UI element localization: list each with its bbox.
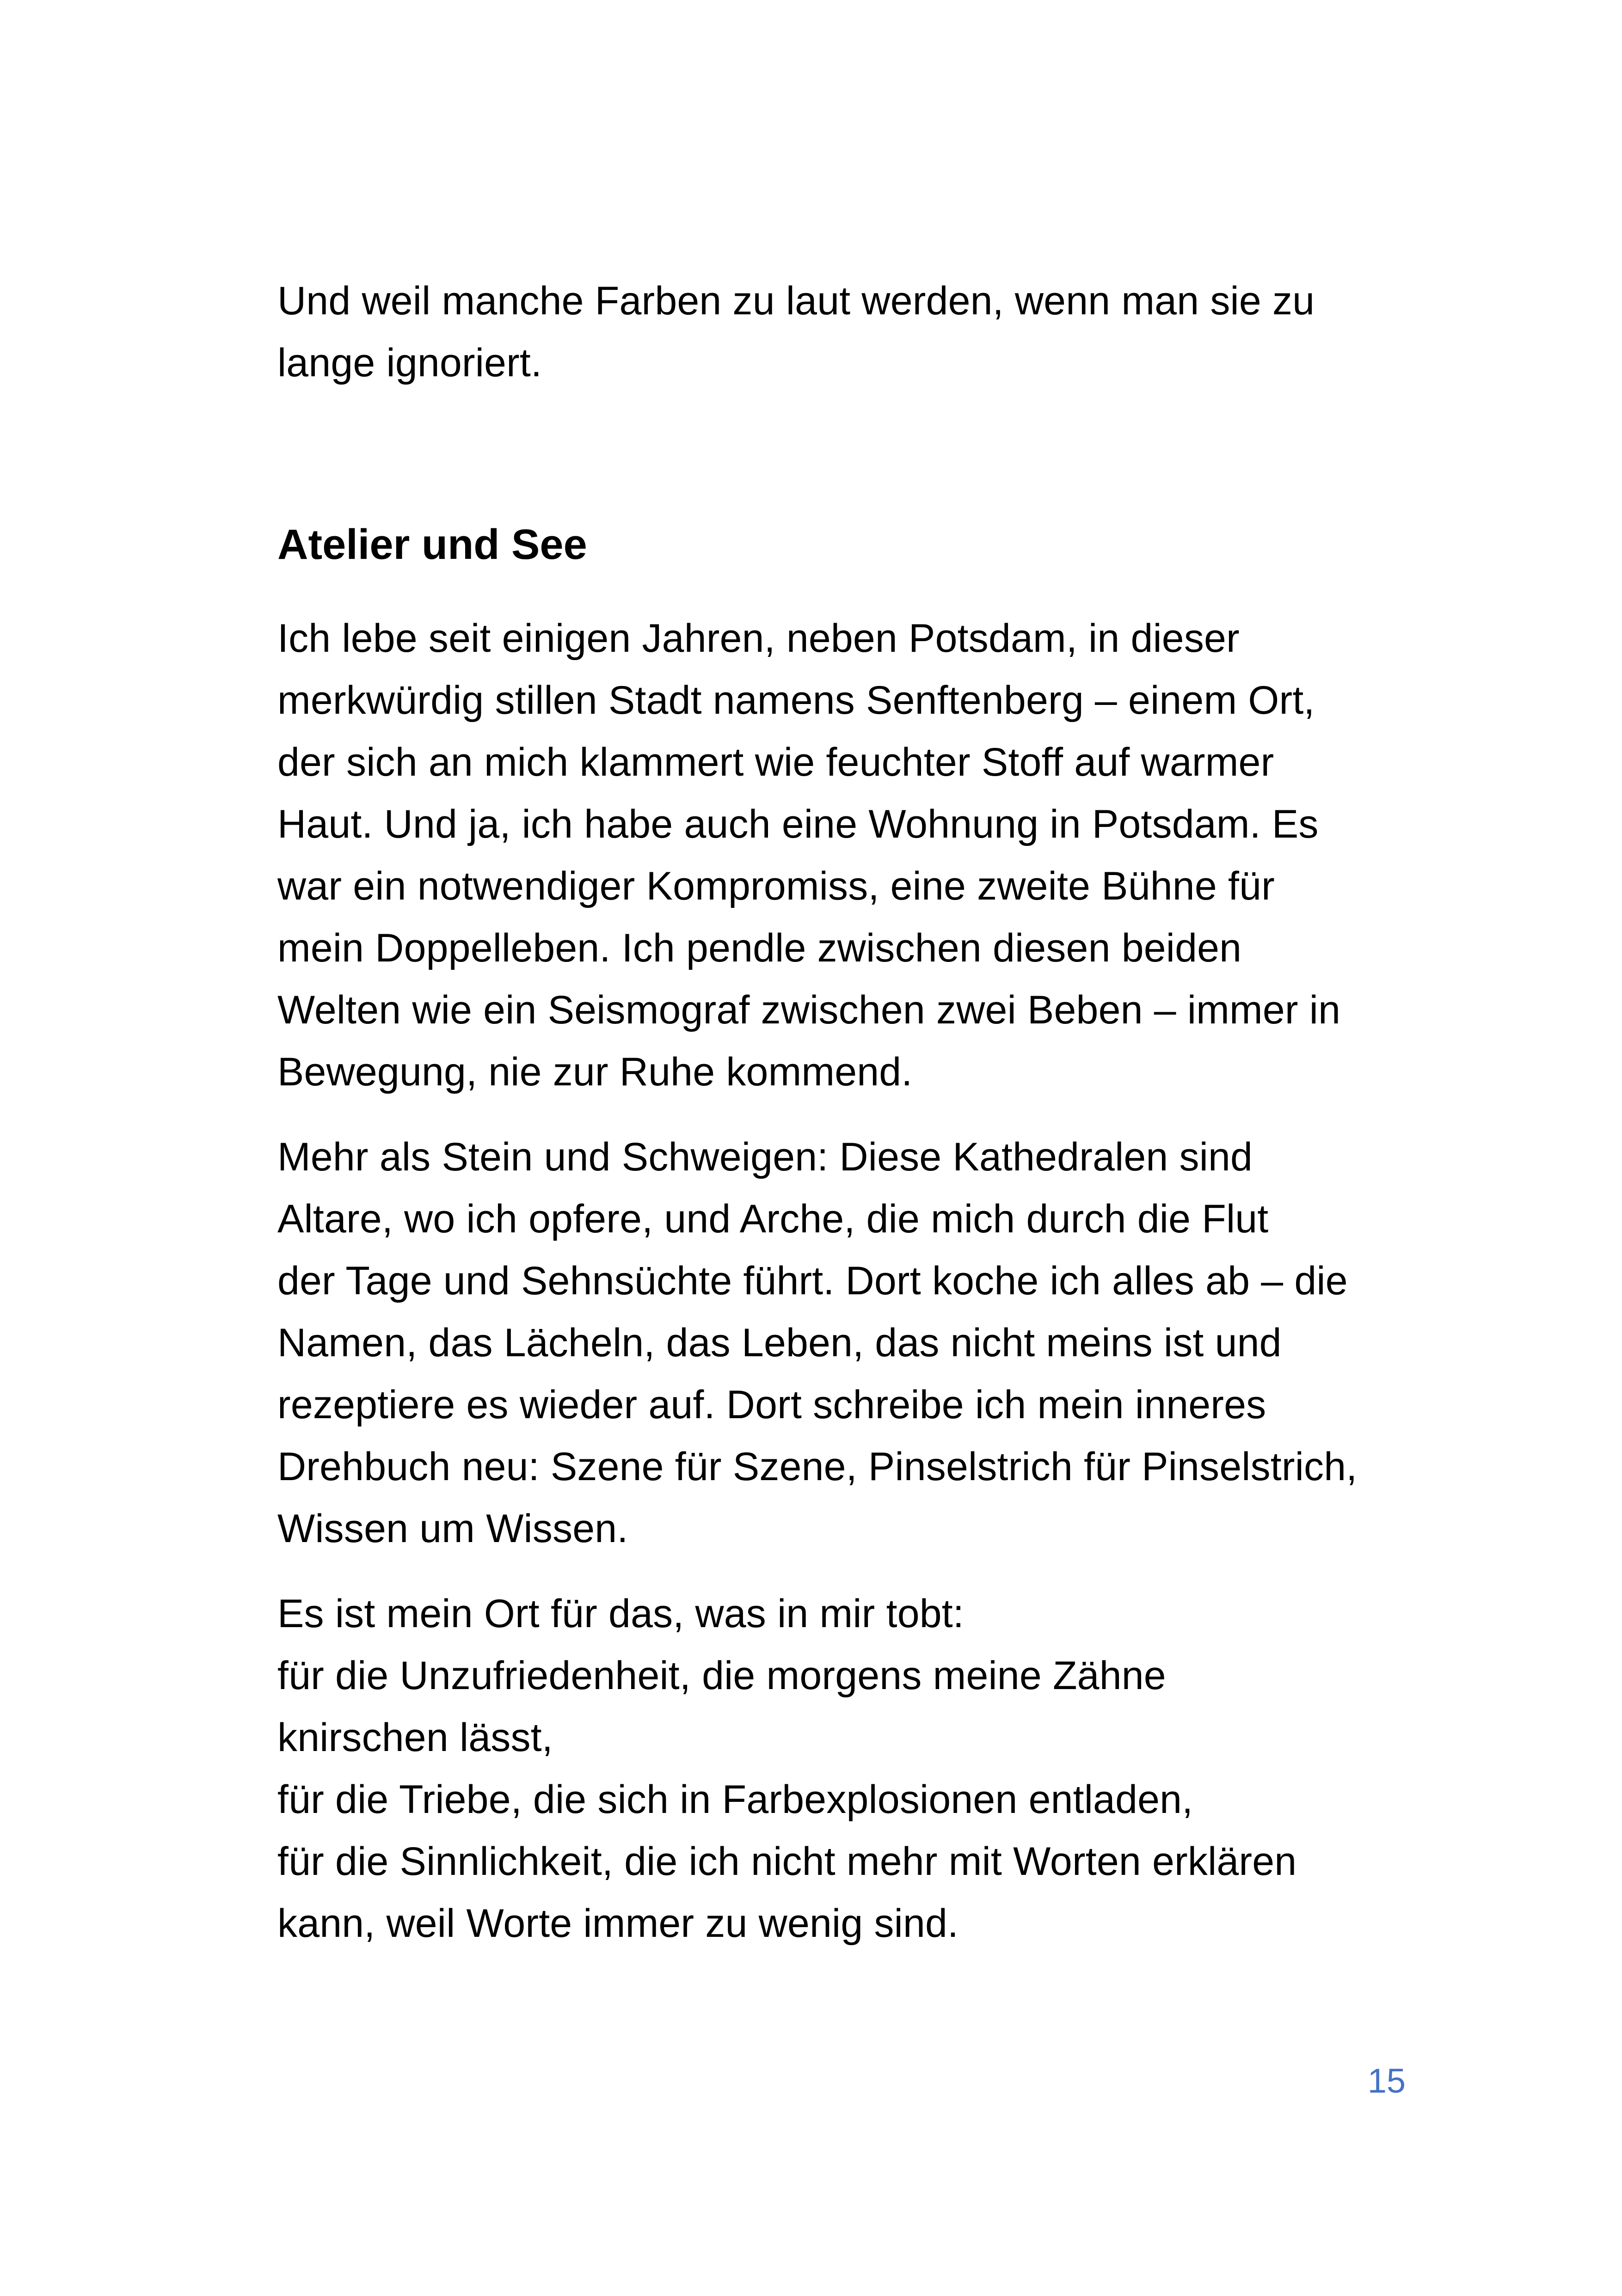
page-number: 15 bbox=[1367, 2062, 1406, 2100]
intro-paragraph bbox=[277, 270, 1315, 394]
paragraph-kathedralen bbox=[277, 1126, 1357, 1560]
text-line: Bewegung, nie zur Ruhe kommend. bbox=[277, 1050, 913, 1094]
paragraph-ort bbox=[277, 1583, 1296, 1954]
text-line: Wissen um Wissen. bbox=[277, 1506, 628, 1551]
text-line: kann, weil Worte immer zu wenig sind. bbox=[277, 1901, 959, 1946]
text-line: Mehr als Stein und Schweigen: Diese Kathedralen sind bbox=[277, 1135, 1253, 1179]
text-line: für die Triebe, die sich in Farbexplosionen entladen, bbox=[277, 1777, 1193, 1822]
text-line: Drehbuch neu: Szene für Szene, Pinselstrich für Pinselstrich, bbox=[277, 1445, 1358, 1489]
text-line: mein Doppelleben. Ich pendle zwischen diesen beiden bbox=[277, 926, 1242, 970]
text-line: Haut. Und ja, ich habe auch eine Wohnung in Potsdam. Es bbox=[277, 802, 1319, 846]
text-line: war ein notwendiger Kompromiss, eine zweite Bühne für bbox=[277, 864, 1275, 908]
text-line: für die Unzufriedenheit, die morgens meine Zähne bbox=[277, 1653, 1166, 1698]
text-line: lange ignoriert. bbox=[277, 341, 542, 385]
section-heading: Atelier und See bbox=[277, 521, 587, 568]
text-line: Welten wie ein Seismograf zwischen zwei Beben – immer in bbox=[277, 988, 1341, 1032]
text-line: für die Sinnlichkeit, die ich nicht mehr mit Worten erklären bbox=[277, 1839, 1297, 1884]
text-line: Und weil manche Farben zu laut werden, wenn man sie zu bbox=[277, 279, 1315, 323]
text-line: knirschen lässt, bbox=[277, 1715, 553, 1760]
text-line: Altare, wo ich opfere, und Arche, die mich durch die Flut bbox=[277, 1197, 1269, 1241]
text-line: merkwürdig stillen Stadt namens Senftenberg – einem Ort, bbox=[277, 678, 1315, 722]
text-line: rezeptiere es wieder auf. Dort schreibe ich mein inneres bbox=[277, 1383, 1266, 1427]
text-line: Namen, das Lächeln, das Leben, das nicht meins ist und bbox=[277, 1321, 1282, 1365]
text-line: der sich an mich klammert wie feuchter Stoff auf warmer bbox=[277, 740, 1274, 784]
text-line: der Tage und Sehnsüchte führt. Dort koche ich alles ab – die bbox=[277, 1259, 1348, 1303]
paragraph-atelier bbox=[277, 607, 1340, 1103]
text-line: Ich lebe seit einigen Jahren, neben Potsdam, in dieser bbox=[277, 616, 1240, 661]
text-line: Es ist mein Ort für das, was in mir tobt: bbox=[277, 1592, 964, 1636]
